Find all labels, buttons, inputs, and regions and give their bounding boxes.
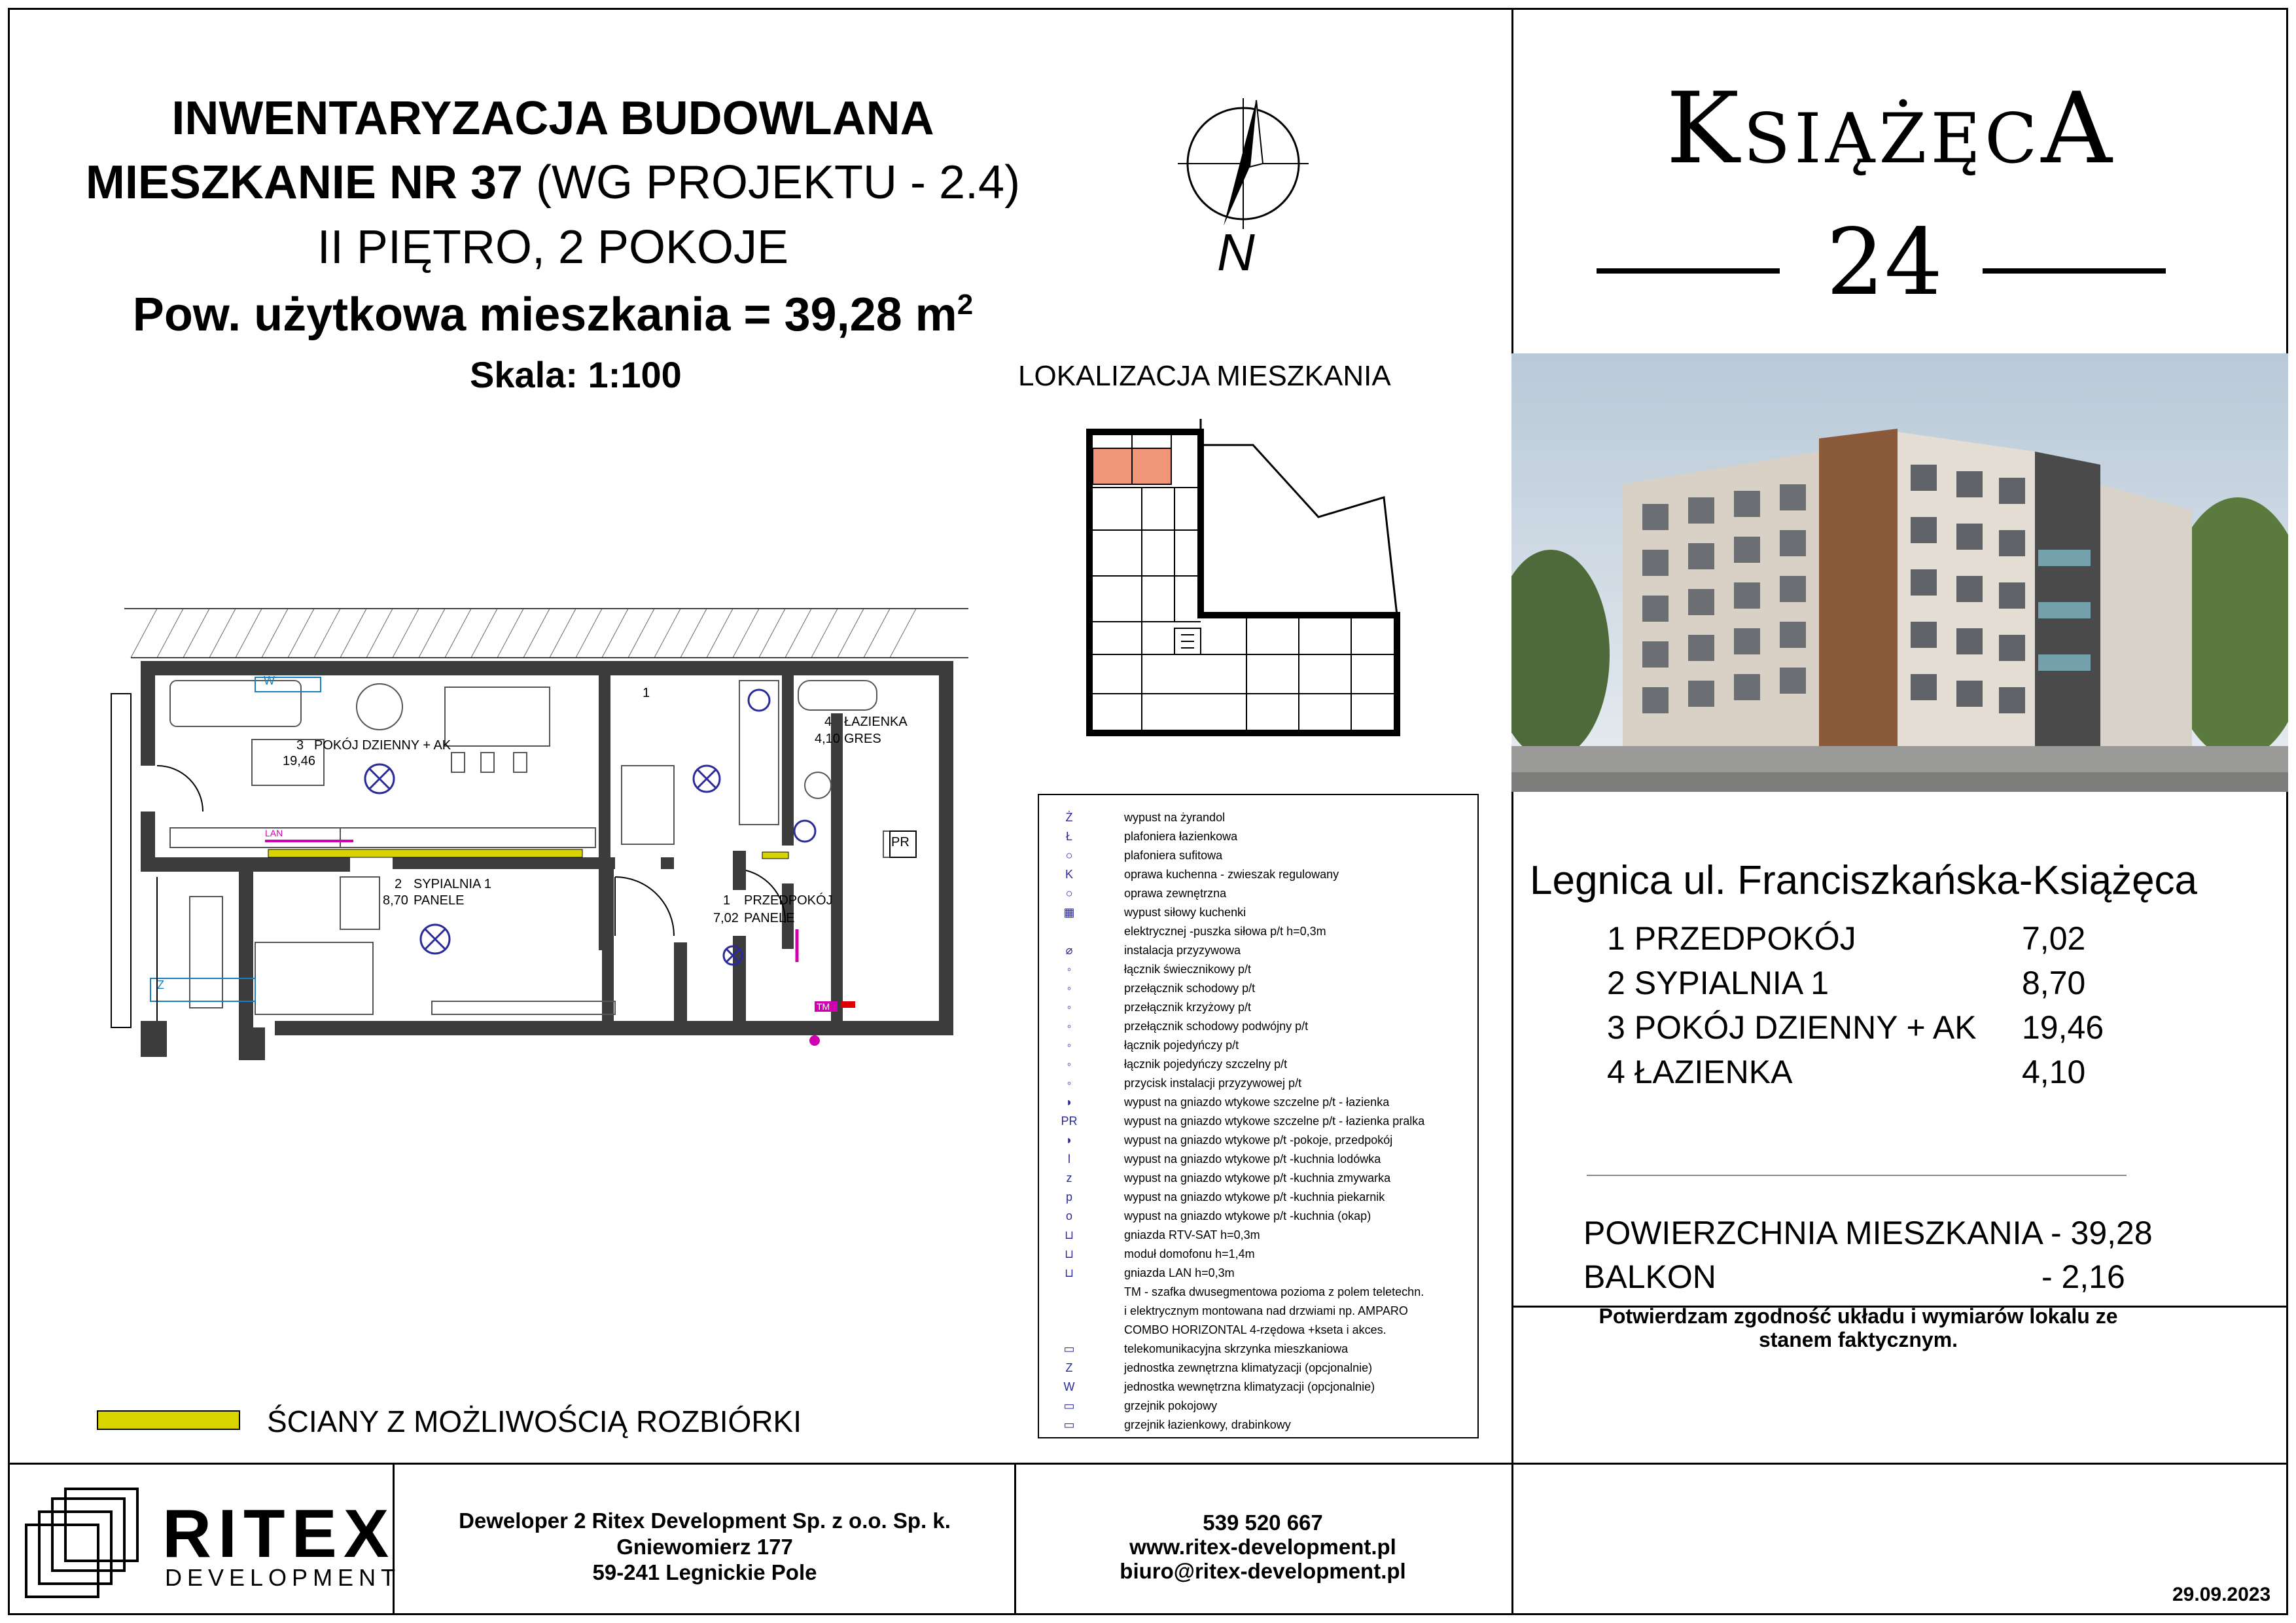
legend-item [1039,885,1477,904]
legend-symbol-icon: W [1063,1380,1075,1393]
building-rendering [1511,353,2288,792]
location-label: LOKALIZACJA MIESZKANIA [1018,360,1391,392]
room-list-item [1607,964,1829,1002]
room2-floor: PANELE [414,893,465,908]
room-list-name: ŁAZIENKA [1634,1054,1793,1090]
legend-symbol-icon [1057,1304,1081,1320]
legend-symbol-icon: ⌀ [1065,944,1073,957]
usable-area-sup: 2 [957,289,974,321]
legend-symbol-icon: l [1068,1152,1070,1166]
room-list-name: POKÓJ DZIENNY + AK [1634,1009,1977,1046]
room-list-item [1607,1008,1977,1046]
legend-symbol-icon: Ż [1065,811,1073,824]
legend-item [1039,1170,1477,1188]
legend-symbol-icon [1057,1323,1081,1339]
legend-item [1039,1018,1477,1037]
legend-text: łącznik pojedyńczy p/t [1124,1039,1239,1052]
balcony-label: BALKON [1583,1258,1716,1295]
room1-area: 7,02 [713,911,739,925]
marker-z: Z [157,978,164,991]
room2-name: SYPIALNIA 1 [414,877,491,891]
legend-item [1039,1151,1477,1169]
divider-footer-3 [1511,1463,1513,1615]
developer-line2: Gniewomierz 177 [616,1535,793,1559]
marker-tm: TM [817,1001,830,1012]
legend-text: łącznik świecznikowy p/t [1124,963,1252,976]
legend-text: COMBO HORIZONTAL 4-rzędowa +kseta i akces. [1124,1323,1386,1336]
legend-text: łącznik pojedyńczy szczelny p/t [1124,1058,1288,1071]
legend-symbol-icon: ▭ [1063,1342,1075,1355]
legend-symbol-icon: ⊔ [1064,1266,1074,1279]
room-list-area: 8,70 [2022,965,2086,1001]
marker-w: W [264,674,275,687]
legend-text: plafoniera łazienkowa [1124,830,1238,843]
legend-symbol-icon [1057,1285,1081,1301]
legend-item [1039,1208,1477,1226]
room3-number: 3 [296,738,304,753]
legend-item [1039,1132,1477,1150]
usable-area-title [0,288,1106,342]
legend-item [1039,999,1477,1018]
legend-text: wypust siłowy kuchenki [1124,906,1246,919]
legend-item [1039,1360,1477,1378]
legend-text: gniazda LAN h=0,3m [1124,1266,1235,1279]
room3-name: POKÓJ DZIENNY + AK [314,738,451,753]
legend-text: wypust na gniazdo wtykowe p/t -kuchnia (okap) [1124,1209,1371,1222]
legend-text: telekomunikacyjna skrzynka mieszkaniowa [1124,1342,1349,1355]
usable-area-text: Pow. użytkowa mieszkania = 39,28 m [132,289,957,341]
legend-text: plafoniera sufitowa [1124,849,1223,862]
divider-footer [8,1463,2288,1465]
legend-symbol-icon: ◦ [1067,1058,1072,1071]
ritex-logo-icon [20,1486,144,1603]
room-list-item [1607,1053,1792,1091]
legend-symbol-icon: PR [1061,1115,1078,1128]
room2-number: 2 [395,877,402,891]
compass-north-label: N [1217,223,1255,281]
marker-lan: LAN [265,828,283,838]
legend-symbol-icon: ○ [1065,887,1073,900]
room1-name: PRZEDPOKÓJ [744,893,833,908]
title-line2 [0,156,1106,209]
legend-item [1039,1265,1477,1283]
legend-item [1039,829,1477,847]
legend-text: wypust na gniazdo wtykowe szczelne p/t - łazienka pralka [1124,1115,1425,1128]
marker-one: 1 [643,686,650,700]
legend-item [1039,942,1477,961]
room3-area: 19,46 [283,754,316,768]
legend-text: instalacja przyzywowa [1124,944,1241,957]
legend-item [1039,1284,1477,1302]
brand-number: 24 [1826,209,1943,316]
legend-text: gniazda RTV-SAT h=0,3m [1124,1228,1260,1241]
logo-name: RITEX [162,1496,396,1572]
legend-symbol-icon: ◦ [1067,1077,1072,1090]
room-list-item [1607,919,1856,957]
legend-text: jednostka wewnętrzna klimatyzacji (opcjonalnie) [1124,1380,1375,1393]
room4-name: ŁAZIENKA [844,715,908,729]
room-list-area: 4,10 [2022,1054,2086,1090]
legend-symbol-icon: ⊔ [1064,1247,1074,1260]
legend-symbol-icon: p [1065,1190,1072,1204]
legend-item [1039,1227,1477,1245]
symbol-legend [1038,794,1479,1438]
apartment-area-summary: POWIERZCHNIA MIESZKANIA - 39,28 [1583,1215,2153,1251]
logo-subtitle: DEVELOPMENT [165,1564,401,1591]
room1-number: 1 [723,893,731,908]
legend-text: przełącznik schodowy podwójny p/t [1124,1020,1309,1033]
legend-text: przycisk instalacji przyzywowej p/t [1124,1077,1302,1090]
legend-item [1039,1113,1477,1132]
contact-website[interactable]: www.ritex-development.pl [1129,1535,1396,1559]
legend-symbol-icon: o [1065,1209,1072,1222]
legend-item [1039,980,1477,999]
room-list-number: 4 [1607,1054,1625,1090]
legend-item [1039,866,1477,885]
legend-symbol-icon: ◗ [1065,1133,1073,1147]
apartment-number: MIESZKANIE NR 37 [85,156,523,209]
legend-text: wypust na gniazdo wtykowe szczelne p/t - łazienka [1124,1096,1390,1109]
legend-item [1039,1322,1477,1340]
legend-item [1039,1037,1477,1056]
brand-title: KsiążęcA [1666,72,2116,186]
document-date: 29.09.2023 [2172,1584,2271,1605]
room-list-name: SYPIALNIA 1 [1634,965,1829,1001]
legend-text: i elektrycznym montowana nad drzwiami np. AMPARO [1124,1304,1408,1317]
legend-text: wypust na gniazdo wtykowe p/t -pokoje, przedpokój [1124,1133,1393,1147]
legend-symbol-icon: ◦ [1067,1039,1072,1052]
summary-divider [1587,1175,2127,1176]
project-ref: (WG PROJEKTU - 2.4) [523,156,1021,209]
legend-item [1039,904,1477,923]
legend-text: przełącznik krzyżowy p/t [1124,1001,1252,1014]
brand-line-left [1597,268,1780,274]
confirmation-text: Potwierdzam zgodność układu i wymiarów lokalu ze stanem faktycznym. [1598,1304,2118,1351]
legend-symbol-icon: ▭ [1063,1418,1075,1431]
legend-item [1039,810,1477,828]
legend-text: oprawa kuchenna - zwieszak regulowany [1124,868,1339,881]
room-list-number: 1 [1607,920,1625,957]
legend-text: grzejnik łazienkowy, drabinkowy [1124,1418,1291,1431]
divider-footer-2 [1014,1463,1016,1615]
legend-text: wypust na gniazdo wtykowe p/t -kuchnia zmywarka [1124,1171,1391,1185]
legend-item [1039,1189,1477,1207]
legend-text: przełącznik schodowy p/t [1124,982,1256,995]
title-line1: INWENTARYZACJA BUDOWLANA [171,92,934,145]
legend-symbol-icon: ▭ [1063,1399,1075,1412]
legend-text: wypust na żyrandol [1124,811,1226,824]
legend-text: jednostka zewnętrzna klimatyzacji (opcjonalnie) [1124,1361,1373,1374]
legend-text: moduł domofonu h=1,4m [1124,1247,1255,1260]
legend-item [1039,1341,1477,1359]
legend-item [1039,1056,1477,1075]
legend-item [1039,1398,1477,1416]
legend-symbol-icon: Z [1065,1361,1073,1374]
scale-label: Skala: 1:100 [470,354,682,395]
developer-line1: Deweloper 2 Ritex Development Sp. z o.o. Sp. k. [459,1508,951,1533]
legend-symbol-icon: K [1065,868,1073,881]
legend-item [1039,961,1477,980]
contact-phone[interactable]: 539 520 667 [1203,1510,1323,1535]
legend-item [1039,1303,1477,1321]
legend-item [1039,1417,1477,1435]
room2-area: 8,70 [383,893,408,908]
room-list-area: 7,02 [2022,920,2086,957]
building-location-map [1083,419,1410,746]
developer-line3: 59-241 Legnickie Pole [592,1560,817,1584]
floor-plan [105,596,995,1099]
legend-symbol-icon: ◦ [1067,1020,1072,1033]
legend-text: oprawa zewnętrzna [1124,887,1227,900]
legend-item [1039,1094,1477,1113]
room-list-name: PRZEDPOKÓJ [1634,920,1856,957]
demolish-swatch [97,1410,240,1430]
legend-item [1039,1379,1477,1397]
room-list-number: 3 [1607,1009,1625,1046]
brand-line-right [1983,268,2166,274]
legend-symbol-icon: ◦ [1067,1001,1072,1014]
legend-item [1039,923,1477,942]
demolish-note: ŚCIANY Z MOŻLIWOŚCIĄ ROZBIÓRKI [267,1404,802,1438]
demolishable-wall [268,849,582,857]
legend-symbol-icon: ▦ [1063,906,1075,919]
legend-text: grzejnik pokojowy [1124,1399,1218,1412]
legend-text: wypust na gniazdo wtykowe p/t -kuchnia lodówka [1124,1152,1381,1166]
room4-area: 4,10 [815,732,840,746]
legend-text: TM - szafka dwusegmentowa pozioma z polem teletechn. [1124,1285,1424,1298]
room-list-number: 2 [1607,965,1625,1001]
room-list-area: 19,46 [2022,1009,2104,1046]
legend-symbol-icon: z [1066,1171,1072,1185]
balcony-value: - 2,16 [2041,1258,2125,1295]
legend-symbol-icon: ⊔ [1064,1228,1074,1241]
legend-symbol-icon: Ł [1065,830,1072,843]
legend-symbol-icon: ◗ [1065,1096,1073,1109]
marker-pr: PR [891,835,910,849]
legend-symbol-icon: ◦ [1067,963,1072,976]
legend-item [1039,1075,1477,1094]
legend-text: wypust na gniazdo wtykowe p/t -kuchnia piekarnik [1124,1190,1385,1204]
legend-symbol-icon: ◦ [1067,982,1072,995]
legend-item [1039,847,1477,866]
title-line3: II PIĘTRO, 2 POKOJE [317,221,789,274]
legend-symbol-icon: ○ [1065,849,1073,862]
contact-email[interactable]: biuro@ritex-development.pl [1120,1559,1406,1583]
room4-floor: GRES [844,732,881,746]
address: Legnica ul. Franciszkańska-Książęca [1530,858,2198,903]
legend-symbol-icon [1057,925,1081,940]
legend-text: elektrycznej -puszka siłowa p/t h=0,3m [1124,925,1326,938]
room4-number: 4 [824,715,832,729]
room1-floor: PANELE [744,911,795,925]
legend-item [1039,1246,1477,1264]
